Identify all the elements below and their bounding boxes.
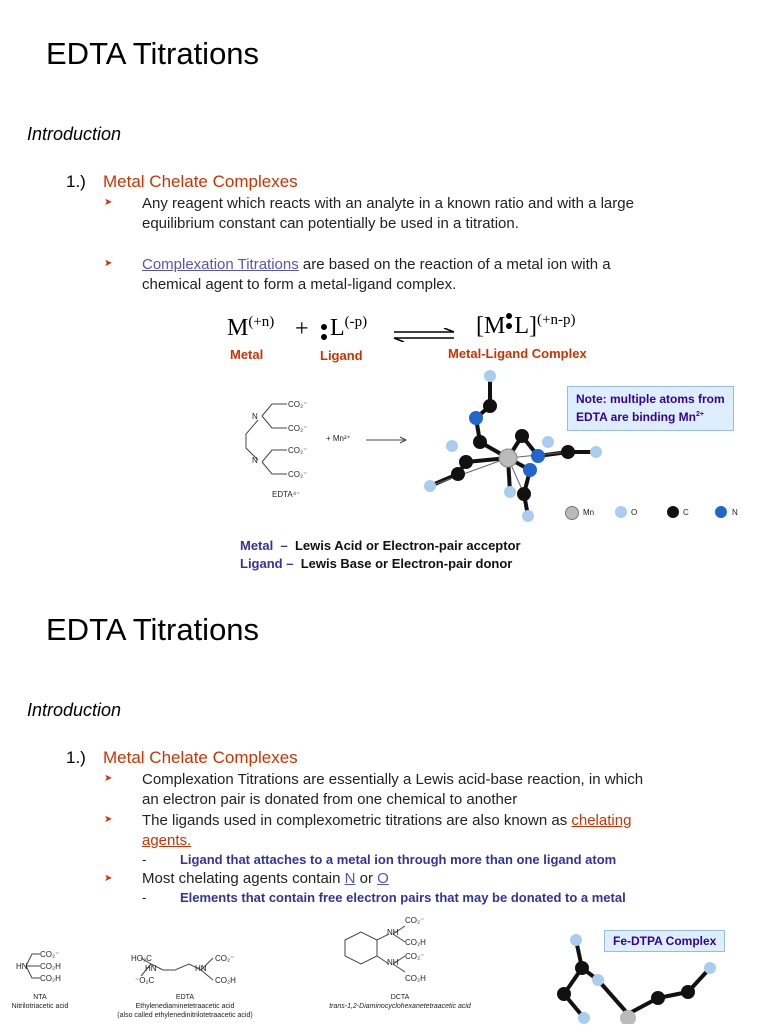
arrow-bullet-icon: ➤ <box>104 873 113 884</box>
slide1-title: EDTA Titrations <box>46 36 260 71</box>
n-atom-icon <box>715 506 727 518</box>
edta-label: EDTA⁴⁻ <box>272 490 301 499</box>
arrow-bullet-icon: ➤ <box>104 814 113 825</box>
nta-full: Nitrilotriacetic acid <box>11 1003 69 1010</box>
dcta-co2-2: CO₂⁻ <box>405 952 425 961</box>
equation-metal <box>227 314 274 342</box>
eq-ml2: L] <box>514 313 537 339</box>
sub-bullet-2 <box>142 890 626 905</box>
slide2-bullet1-line2: an electron pair is donated from one chemical to another <box>142 791 518 808</box>
sub1-text: Ligand that attaches to a metal ion through more than one ligand atom <box>179 852 617 867</box>
def-metal-term: Metal <box>240 538 274 553</box>
eq-plus: + <box>295 316 309 342</box>
eq-l: L <box>330 315 345 341</box>
eq-l-charge: (-p) <box>344 314 368 330</box>
slide1-bullet1-line1: Any reagent which reacts with an analyte in a known ratio and with a large <box>142 195 634 212</box>
equilibrium-arrow-icon <box>392 328 456 347</box>
mn-atom-icon <box>565 506 579 520</box>
def-ligand-text: Lewis Base or Electron-pair donor <box>300 556 513 571</box>
nta-co2: CO₂⁻ <box>40 950 60 959</box>
edta-hn1: HN <box>145 964 157 973</box>
slide2-bullet1 <box>142 770 742 810</box>
eq-complex-charge: (+n-p) <box>537 312 576 328</box>
slide2-bullet1-line1: Complexation Titrations are essentially a Lewis acid-base reaction, in which <box>142 771 644 788</box>
slide2-bullet3-text: Most chelating agents contain <box>142 870 345 887</box>
eq-m: M <box>227 315 249 341</box>
equation-complex <box>476 312 575 340</box>
slide2-bullet3 <box>142 869 742 889</box>
lone-pair-icon <box>320 322 328 347</box>
dcta-co2-1: CO₂⁻ <box>405 916 425 925</box>
slide2-bullet2 <box>142 811 742 851</box>
note-line1: Note: multiple atoms from <box>576 392 725 406</box>
nta-hn: HN <box>16 962 28 971</box>
c-atom-icon <box>667 506 679 518</box>
label-metal: Metal <box>230 347 264 362</box>
edta-n1: N <box>252 412 258 421</box>
edta-name: EDTA <box>175 994 195 1001</box>
edta-co2-2: CO₂⁻ <box>288 424 308 433</box>
or-text: or <box>355 870 378 887</box>
edta-co2m: CO₂⁻ <box>215 954 235 963</box>
arrow-bullet-icon: ➤ <box>104 773 113 784</box>
edta-hn2: HN <box>195 964 207 973</box>
legend-n: N <box>732 508 738 517</box>
label-complex: Metal-Ligand Complex <box>448 346 587 361</box>
eq-m-charge: (+n) <box>248 314 275 330</box>
mn-reactant: + Mn²⁺ <box>326 434 351 443</box>
label-ligand: Ligand <box>320 348 363 363</box>
arrow-bullet-icon: ➤ <box>104 258 113 269</box>
edta-alt: (also called ethylenedinitrilotetraacetic acid) <box>117 1012 253 1019</box>
complexation-titrations-link[interactable]: Complexation Titrations <box>142 256 299 273</box>
o-link[interactable]: O <box>377 870 389 887</box>
dash: - <box>142 890 147 905</box>
legend-c: C <box>683 508 689 517</box>
dcta-full: trans-1,2-Diaminocyclohexanetetraacetic acid <box>329 1003 471 1010</box>
slide1-bullet2-line2: chemical agent to form a metal-ligand complex. <box>142 276 457 293</box>
n-link[interactable]: N <box>344 870 356 887</box>
slide2-intro: Introduction <box>27 700 122 720</box>
def-ligand-term: Ligand – <box>240 556 294 571</box>
slide1-heading: Metal Chelate Complexes <box>103 172 298 191</box>
edta-acid-structure <box>105 918 265 1024</box>
edta-ho2c: HO₂C <box>131 954 152 963</box>
metal-definition <box>240 538 521 553</box>
legend-mn: Mn <box>583 508 595 517</box>
slide1-intro: Introduction <box>27 124 122 144</box>
lone-pair-icon <box>505 311 514 338</box>
edta-structure-diagram <box>232 386 412 501</box>
legend-o: O <box>631 508 638 517</box>
edta-full: Ethylenediaminetetraacetic acid <box>135 1003 235 1010</box>
sub-bullet-1 <box>142 852 616 867</box>
note-line2: EDTA are binding Mn <box>576 410 696 424</box>
nta-co2h1: CO₂H <box>40 962 61 971</box>
slide1-bullet2 <box>142 255 742 295</box>
dcta-nh1: NH <box>387 928 399 937</box>
dcta-nh2: NH <box>387 958 399 967</box>
edta-co2-3: CO₂⁻ <box>288 446 308 455</box>
equation-ligand <box>330 314 367 342</box>
o-atom-icon <box>615 506 627 518</box>
fe-dtpa-label: Fe-DTPA Complex <box>604 930 725 952</box>
def-metal-dash: – <box>280 538 288 553</box>
dcta-structure <box>325 912 475 1024</box>
agents-link[interactable]: agents. <box>142 832 192 849</box>
dcta-co2h-1: CO₂H <box>405 938 426 947</box>
slide1-bullet1 <box>142 194 742 234</box>
dcta-co2h-2: CO₂H <box>405 974 426 983</box>
slide2-bullet2-text: The ligands used in complexometric titrations are also known as <box>142 812 572 829</box>
slide2-title: EDTA Titrations <box>46 612 260 647</box>
arrow-bullet-icon: ➤ <box>104 197 113 208</box>
sub2-text: Elements that contain free electron pairs that may be donated to a metal <box>179 890 626 905</box>
edta-n2: N <box>252 456 258 465</box>
slide2-heading: Metal Chelate Complexes <box>103 748 298 767</box>
slide1-bullet1-line2: equilibrium constant can potentially be used in a titration. <box>142 215 519 232</box>
slide1-bullet2-text: are based on the reaction of a metal ion with a <box>298 256 611 273</box>
edta-o2c: ⁻O₂C <box>135 976 155 985</box>
note-box <box>567 386 734 431</box>
dash: - <box>142 852 147 867</box>
dcta-name: DCTA <box>390 994 410 1001</box>
edta-co2h: CO₂H <box>215 976 236 985</box>
edta-co2-1: CO₂⁻ <box>288 400 308 409</box>
nta-structure <box>0 918 90 1024</box>
slide2-number: 1.) <box>66 748 86 767</box>
note-charge: 2+ <box>696 411 704 418</box>
chelating-link[interactable]: chelating <box>571 812 632 829</box>
atom-legend <box>565 504 745 522</box>
eq-ml: [M <box>476 313 506 339</box>
slide1-number: 1.) <box>66 172 86 191</box>
nta-name: NTA <box>33 994 47 1001</box>
ligand-definition <box>240 556 512 571</box>
nta-co2h2: CO₂H <box>40 974 61 983</box>
def-metal-text: Lewis Acid or Electron-pair acceptor <box>294 538 521 553</box>
edta-co2-4: CO₂⁻ <box>288 470 308 479</box>
